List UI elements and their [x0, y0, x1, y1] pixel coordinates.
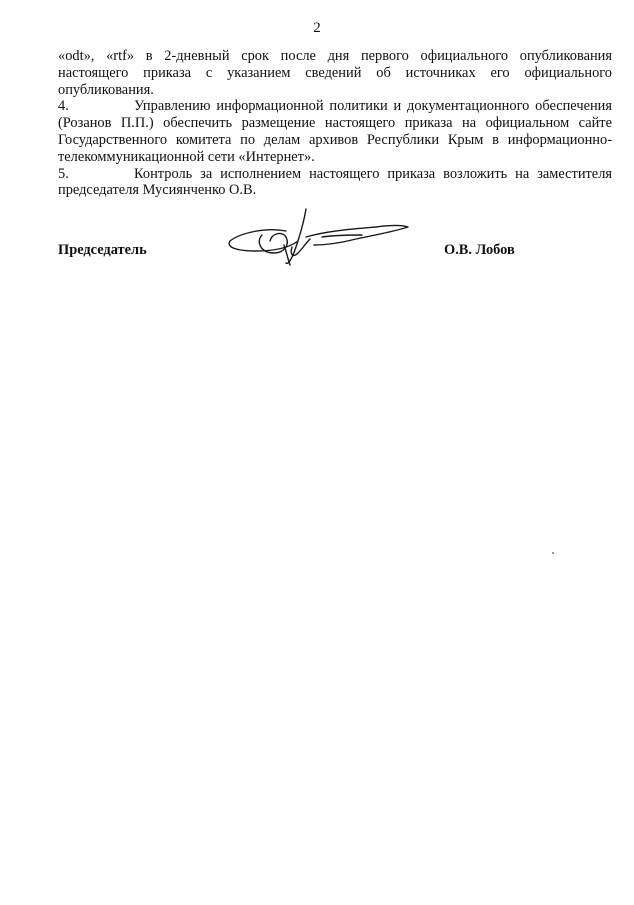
paragraph-4-number: 4.	[58, 98, 69, 115]
paragraph-5	[58, 166, 612, 200]
paragraph-5-number: 5.	[58, 165, 69, 182]
scan-speck	[552, 552, 554, 554]
paragraph-4	[58, 98, 612, 165]
signatory-title: Председатель	[58, 242, 147, 258]
handwritten-signature	[226, 201, 412, 273]
signatory-name: О.В. Лобов	[444, 242, 515, 258]
page-number: 2	[313, 20, 321, 36]
paragraph-4-text: Управлению информационной политики и документационного обеспечения (Розанов П.П.) обеспечить размещение настоящего приказа на официальном сайте Государственного комитета по делам архивов Республики Крым в информационно-телекоммуникационной сети «Интернет».	[58, 98, 612, 165]
paragraph-continuation: «odt», «rtf» в 2-дневный срок после дня первого официального опубликования настоящего приказа с указанием сведений об источниках его официального опубликования.	[58, 48, 612, 98]
paragraph-5-text: Контроль за исполнением настоящего приказа возложить на заместителя председателя Мусиянченко О.В.	[58, 165, 612, 199]
document-body	[58, 48, 612, 199]
